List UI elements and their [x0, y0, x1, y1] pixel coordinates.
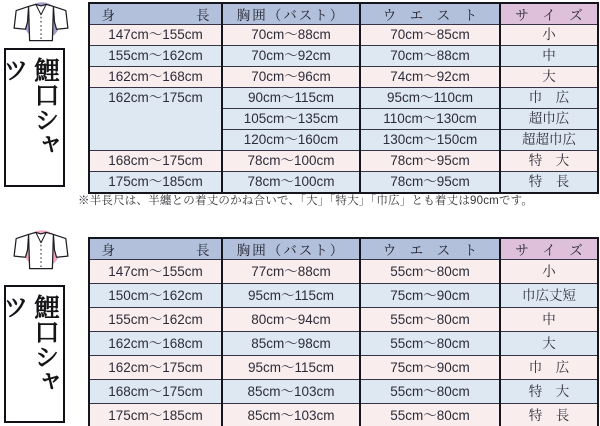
- height-cell: 147cm～155cm: [89, 25, 222, 46]
- bust-cell: 70cm～92cm: [222, 46, 360, 67]
- size-cell: 巾広丈短: [500, 284, 598, 308]
- waist-cell: 74cm～92cm: [360, 67, 500, 88]
- height-cell: 155cm～162cm: [89, 46, 222, 67]
- size-cell: 小: [500, 25, 598, 46]
- waist-cell: 95cm～110cm: [360, 88, 500, 109]
- col-header-size: サ イ ズ: [500, 3, 598, 25]
- women-header-row: [89, 238, 598, 260]
- waist-cell: 70cm～88cm: [360, 46, 500, 67]
- women-product-title: 鯉口シャツ: [0, 294, 59, 394]
- height-cell: 175cm～185cm: [89, 404, 222, 426]
- col-header-height: 身 長: [89, 3, 222, 25]
- table-row: [89, 88, 598, 109]
- size-cell: 中: [500, 46, 598, 67]
- bust-cell: 85cm～98cm: [222, 332, 360, 356]
- table-row: [89, 308, 598, 332]
- height-cell: 168cm～175cm: [89, 380, 222, 404]
- size-cell: 大: [500, 67, 598, 88]
- adult-product-title: 鯉口シャツ: [0, 57, 59, 157]
- bust-cell: 95cm～115cm: [222, 356, 360, 380]
- table-row: [89, 151, 598, 172]
- adult-shirt-icon: [11, 1, 71, 45]
- waist-cell: 78cm～95cm: [360, 151, 500, 172]
- size-cell: 中: [500, 308, 598, 332]
- bust-cell: 70cm～88cm: [222, 25, 360, 46]
- waist-cell: 110cm～130cm: [360, 109, 500, 130]
- table-row: [89, 172, 598, 194]
- size-cell: 特 大: [500, 380, 598, 404]
- size-cell: 特 長: [500, 404, 598, 426]
- bust-cell: 80cm～94cm: [222, 308, 360, 332]
- waist-cell: 55cm～80cm: [360, 308, 500, 332]
- bust-cell: 120cm～160cm: [222, 130, 360, 151]
- size-cell: 大: [500, 332, 598, 356]
- height-cell: 155cm～162cm: [89, 308, 222, 332]
- adult-header-row: [89, 3, 598, 25]
- bust-cell: 77cm～88cm: [222, 260, 360, 284]
- size-cell: 超巾広: [500, 109, 598, 130]
- height-cell: 162cm～168cm: [89, 67, 222, 88]
- bust-cell: 85cm～103cm: [222, 380, 360, 404]
- col-header-bust: 胸囲（バスト）: [222, 238, 360, 260]
- height-cell: 162cm～175cm: [89, 356, 222, 380]
- col-header-size: サ イ ズ: [500, 238, 598, 260]
- waist-cell: 55cm～80cm: [360, 260, 500, 284]
- waist-cell: 55cm～80cm: [360, 404, 500, 426]
- adult-label-box: [0, 48, 65, 187]
- height-cell: 147cm～155cm: [89, 260, 222, 284]
- size-cell: 超超巾広: [500, 130, 598, 151]
- col-header-waist: ウ エ ス ト: [360, 238, 500, 260]
- koikuchi-shirt-icon: [11, 229, 71, 273]
- women-label-box: [0, 285, 65, 423]
- waist-cell: 55cm～80cm: [360, 380, 500, 404]
- size-note: ※半長尺は、半纏との着丈のかね合いで、「大」「特大」「巾広」とも着丈は90cmです。: [78, 195, 534, 207]
- col-header-bust: 胸囲（バスト）: [222, 3, 360, 25]
- height-cell: 150cm～162cm: [89, 284, 222, 308]
- women-shirt-icon: [11, 229, 71, 273]
- size-cell: 巾 広: [500, 88, 598, 109]
- table-row: [89, 284, 598, 308]
- table-row: [89, 356, 598, 380]
- height-cell: 162cm～175cm: [89, 88, 222, 151]
- table-row: [89, 67, 598, 88]
- size-cell: 特 長: [500, 172, 598, 194]
- table-row: [89, 404, 598, 426]
- bust-cell: 85cm～103cm: [222, 404, 360, 426]
- waist-cell: 78cm～95cm: [360, 172, 500, 194]
- size-cell: 特 大: [500, 151, 598, 172]
- waist-cell: 75cm～90cm: [360, 284, 500, 308]
- table-row: [89, 46, 598, 67]
- height-cell: 175cm～185cm: [89, 172, 222, 194]
- bust-cell: 105cm～135cm: [222, 109, 360, 130]
- bust-cell: 70cm～96cm: [222, 67, 360, 88]
- bust-cell: 78cm～100cm: [222, 172, 360, 194]
- waist-cell: 55cm～80cm: [360, 332, 500, 356]
- size-cell: 小: [500, 260, 598, 284]
- table-row: [89, 380, 598, 404]
- col-header-height: 身 長: [89, 238, 222, 260]
- adult-size-table: [88, 2, 599, 194]
- bust-cell: 95cm～115cm: [222, 284, 360, 308]
- waist-cell: 70cm～85cm: [360, 25, 500, 46]
- waist-cell: 75cm～90cm: [360, 356, 500, 380]
- bust-cell: 90cm～115cm: [222, 88, 360, 109]
- women-size-table: [88, 237, 599, 426]
- table-row: [89, 332, 598, 356]
- koikuchi-shirt-icon: [11, 1, 71, 45]
- waist-cell: 130cm～150cm: [360, 130, 500, 151]
- bust-cell: 78cm～100cm: [222, 151, 360, 172]
- height-cell: 162cm～168cm: [89, 332, 222, 356]
- table-row: [89, 25, 598, 46]
- size-cell: 巾 広: [500, 356, 598, 380]
- col-header-waist: ウ エ ス ト: [360, 3, 500, 25]
- table-row: [89, 260, 598, 284]
- height-cell: 168cm～175cm: [89, 151, 222, 172]
